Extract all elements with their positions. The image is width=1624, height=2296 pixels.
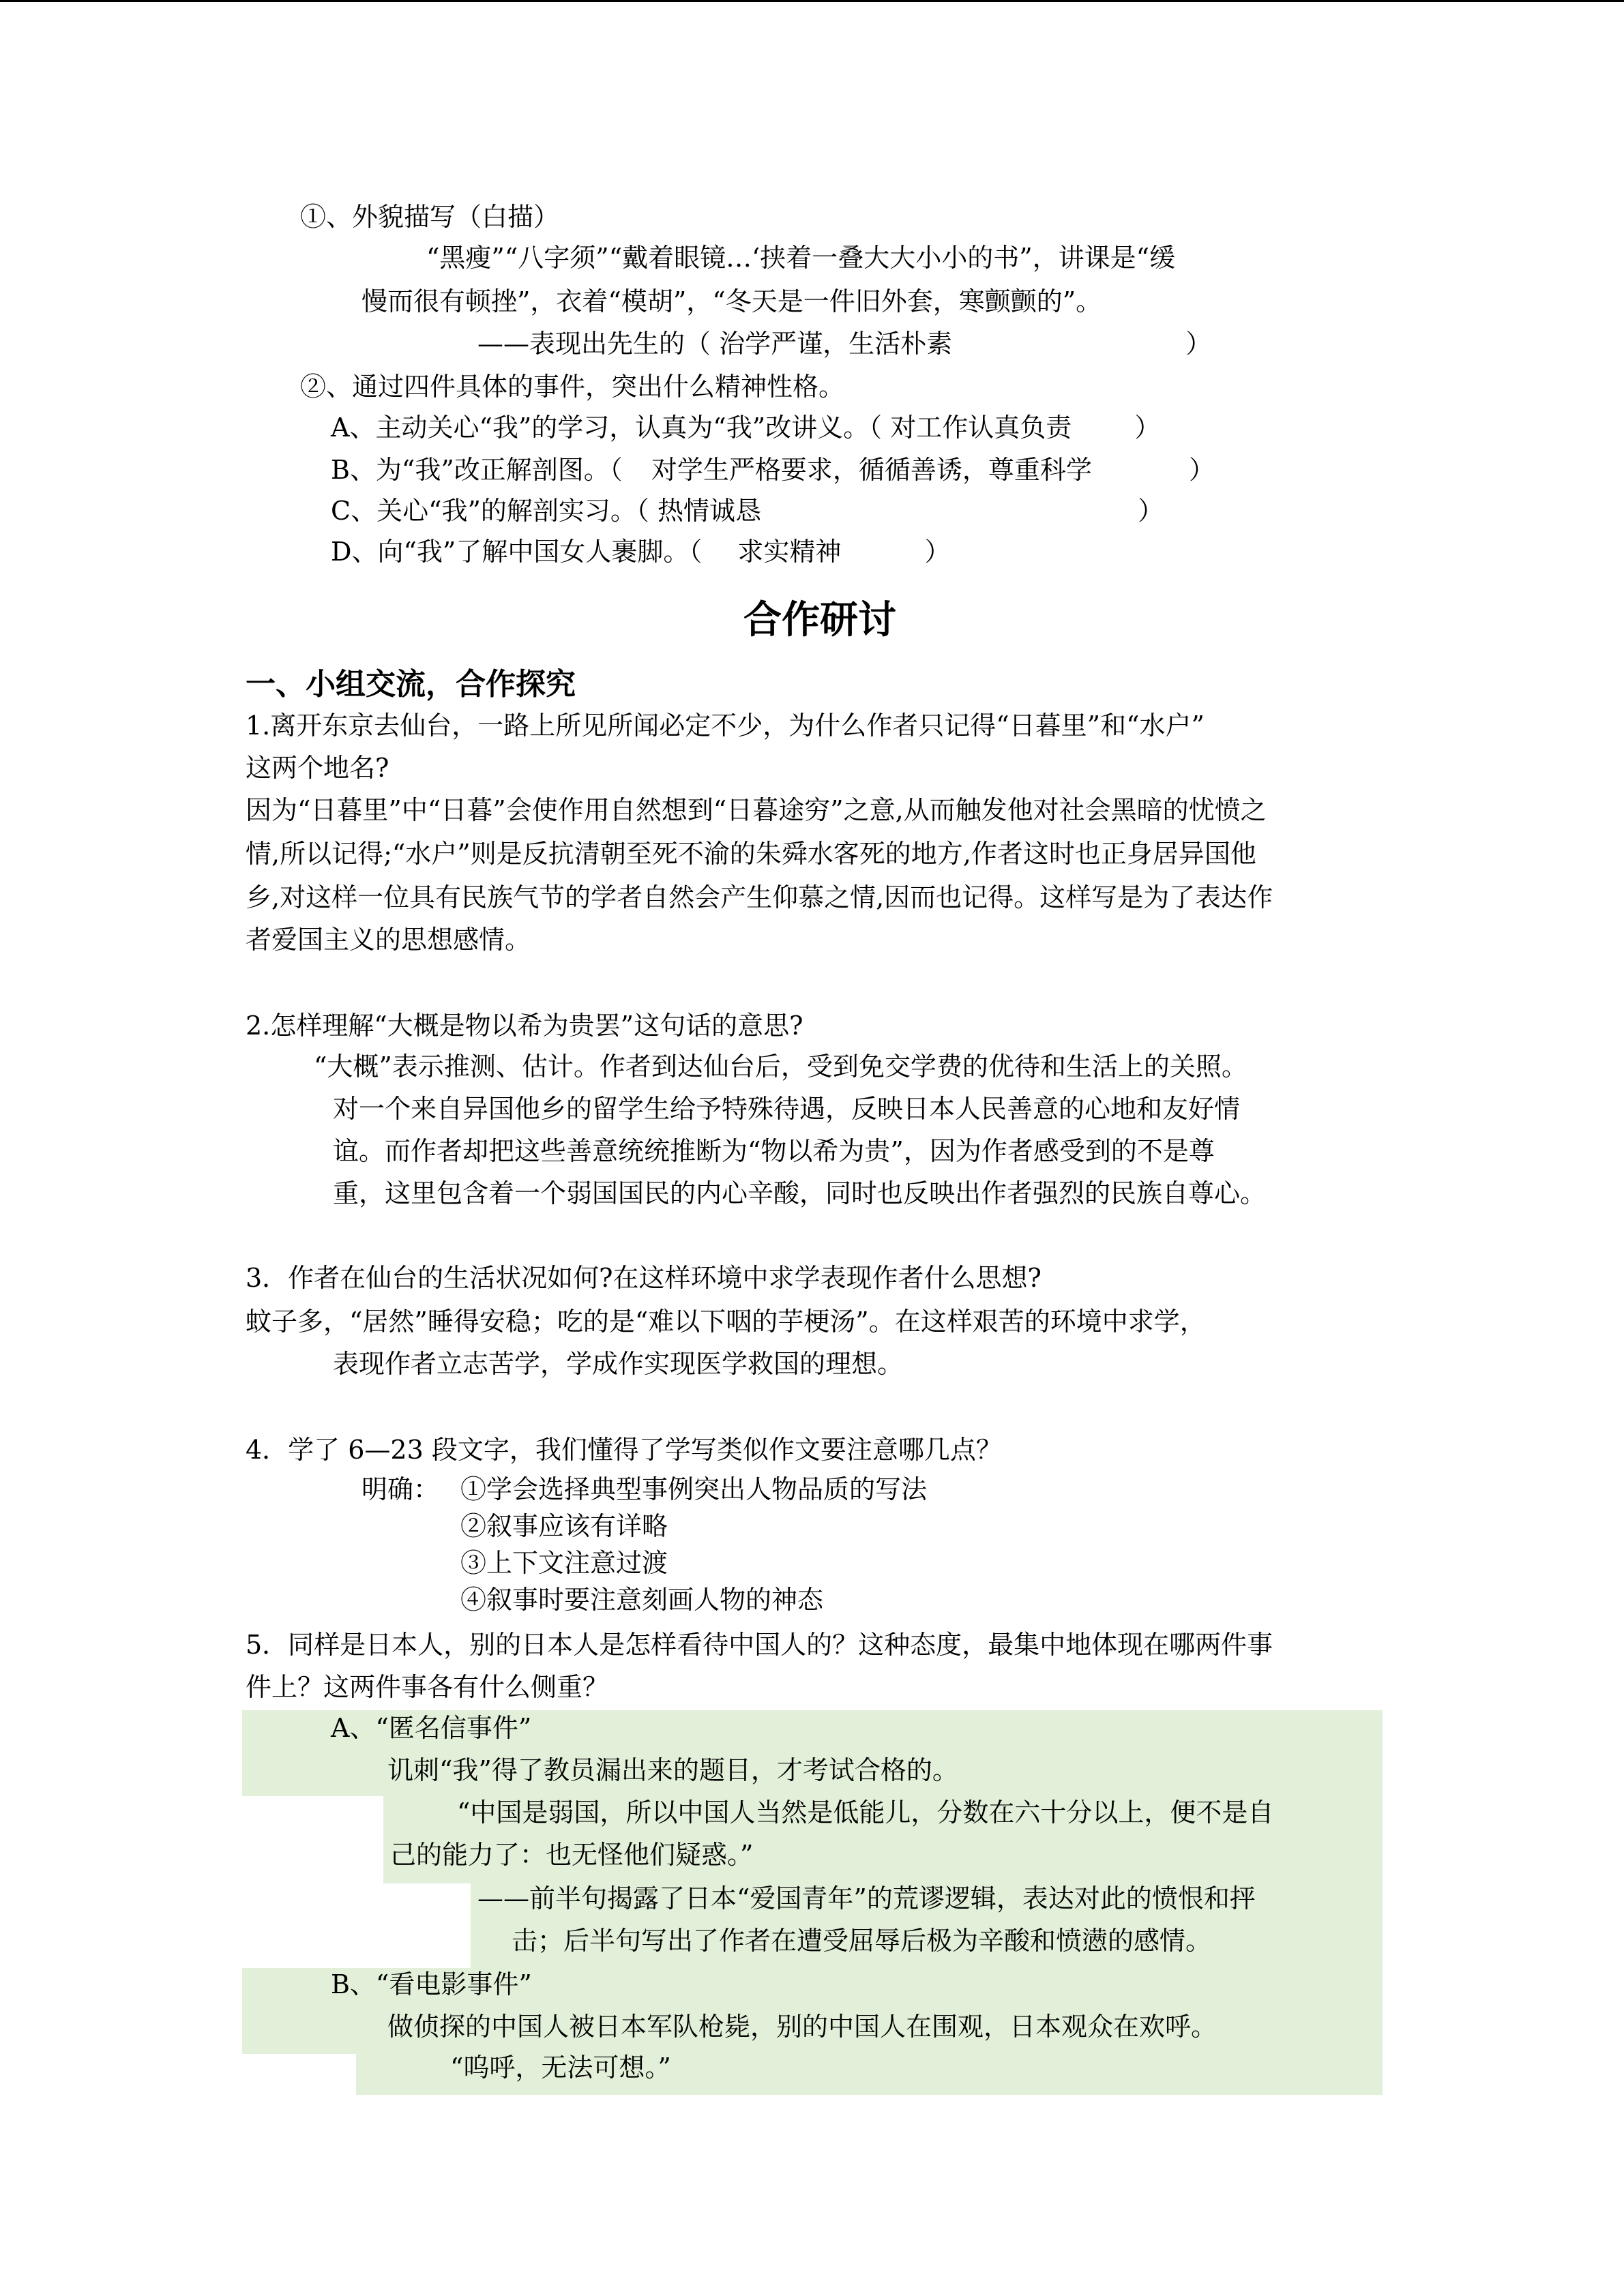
event-item-d: D、向“我”了解中国女人裹脚。（ 求实精神 ） (331, 537, 951, 567)
q2-answer-line: 谊。而作者却把这些善意统统推断为“物以希为贵”，因为作者感受到的不是尊 (333, 1136, 1215, 1166)
event-b-quote: “呜呼，无法可想。” (450, 2053, 671, 2083)
q5-question-line1: 5．同样是日本人，别的日本人是怎样看待中国人的？这种态度，最集中地体现在哪两件事 (246, 1630, 1273, 1660)
q2-question: 2.怎样理解“大概是物以希为贵罢”这句话的意思? (246, 1011, 803, 1041)
event-a-quote-line2: 己的能力了：也无怪他们疑惑。” (390, 1840, 754, 1870)
event-a-desc: 讥刺“我”得了教员漏出来的题目，才考试合格的。 (387, 1755, 958, 1785)
q2-answer-line: “大概”表示推测、估计。作者到达仙台后，受到免交学费的优待和生活上的关照。 (314, 1052, 1247, 1082)
q4-question: 4．学了 6—23 段文字，我们懂得了学写类似作文要注意哪几点？ (246, 1435, 1002, 1465)
event-answer: 求实精神 (737, 537, 842, 567)
q4-label: 明确： (361, 1474, 440, 1504)
q3-answer-line1: 蚊子多，“居然”睡得安稳；吃的是“难以下咽的芋梗汤”。在这样艰苦的环境中求学， (246, 1307, 1206, 1337)
q1-answer-line: 乡,对这样一位具有民族气节的学者自然会产生仰慕之情,因而也记得。这样写是为了表达作 (246, 882, 1273, 912)
q3-question: 3．作者在仙台的生活状况如何?在这样环境中求学表现作者什么思想? (246, 1263, 1042, 1293)
event-answer: 热情诚恳 (658, 496, 762, 526)
event-answer: 对学生严格要求，循循善诱，尊重科学 (651, 455, 1092, 485)
conclusion-answer: 治学严谨，生活朴素 (719, 329, 953, 359)
event-answer: 对工作认真负责 (890, 413, 1072, 443)
q4-point: ③上下文注意过渡 (460, 1548, 668, 1578)
event-a-analysis-line1: ——前半句揭露了日本“爱国青年”的荒谬逻辑，表达对此的愤恨和抨 (477, 1883, 1256, 1913)
section-title: 合作研讨 (743, 598, 896, 642)
q3-answer-line2: 表现作者立志苦学，学成作实现医学救国的理想。 (333, 1349, 904, 1379)
event-item-c: C、关心“我”的解剖实习。（ 热情诚恳 ） (331, 496, 1164, 526)
q1-answer-line: 者爱国主义的思想感情。 (246, 925, 531, 955)
event-item-a: A、主动关心“我”的学习，认真为“我”改讲义。（ 对工作认真负责 ） (331, 413, 1161, 443)
conclusion-prefix: ——表现出先生的（ (477, 329, 711, 359)
q2-answer-line: 对一个来自异国他乡的留学生给予特殊待遇，反映日本人民善意的心地和友好情 (333, 1094, 1241, 1124)
subsection-heading: 一、小组交流，合作探究 (246, 667, 576, 702)
event-a-analysis-line2: 击；后半句写出了作者在遭受屈辱后极为辛酸和愤懑的感情。 (512, 1926, 1212, 1956)
q5-question-line2: 件上？这两件事各有什么侧重？ (246, 1672, 609, 1702)
appearance-heading: ①、外貌描写（白描） (300, 202, 560, 232)
q1-question-line1: 1.离开东京去仙台，一路上所见所闻必定不少，为什么作者只记得“日暮里”和“水户” (246, 711, 1205, 741)
appearance-quote-line2: 慢而很有顿挫”，衣着“模胡”，“冬天是一件旧外套，寒颤颤的”。 (361, 286, 1102, 316)
event-item-b: B、为“我”改正解剖图。（ 对学生严格要求，循循善诱，尊重科学 ） (331, 455, 1215, 485)
event-b-title: B、“看电影事件” (331, 1969, 532, 1999)
q1-answer-line: 情,所以记得;“水户”则是反抗清朝至死不渝的朱舜水客死的地方,作者这时也正身居异国他 (246, 839, 1256, 869)
appearance-conclusion (477, 329, 1211, 360)
q4-point: ②叙事应该有详略 (460, 1511, 668, 1541)
conclusion-close: ） (1185, 329, 1212, 359)
event-b-desc: 做侦探的中国人被日本军队枪毙，别的中国人在围观，日本观众在欢呼。 (387, 2012, 1217, 2042)
event-a-title: A、“匿名信事件” (331, 1713, 532, 1743)
q4-point: ④叙事时要注意刻画人物的神态 (460, 1585, 824, 1615)
q2-answer-line: 重，这里包含着一个弱国国民的内心辛酸，同时也反映出作者强烈的民族自尊心。 (333, 1178, 1267, 1208)
q1-question-line2: 这两个地名? (246, 753, 389, 783)
q1-answer-line: 因为“日暮里”中“日暮”会使作用自然想到“日暮途穷”之意,从而触发他对社会黑暗的忧愤之 (246, 795, 1267, 825)
q4-point: ①学会选择典型事例突出人物品质的写法 (460, 1474, 928, 1504)
appearance-quote-line1: “黑瘦”“八字须”“戴着眼镜…‘挟着一叠大大小小的书”，讲课是“缓 (426, 243, 1176, 273)
top-border-line (0, 0, 1624, 2)
events-heading: ②、通过四件具体的事件，突出什么精神性格。 (300, 372, 845, 402)
event-a-quote-line1: “中国是弱国，所以中国人当然是低能儿，分数在六十分以上，便不是自 (457, 1798, 1274, 1828)
